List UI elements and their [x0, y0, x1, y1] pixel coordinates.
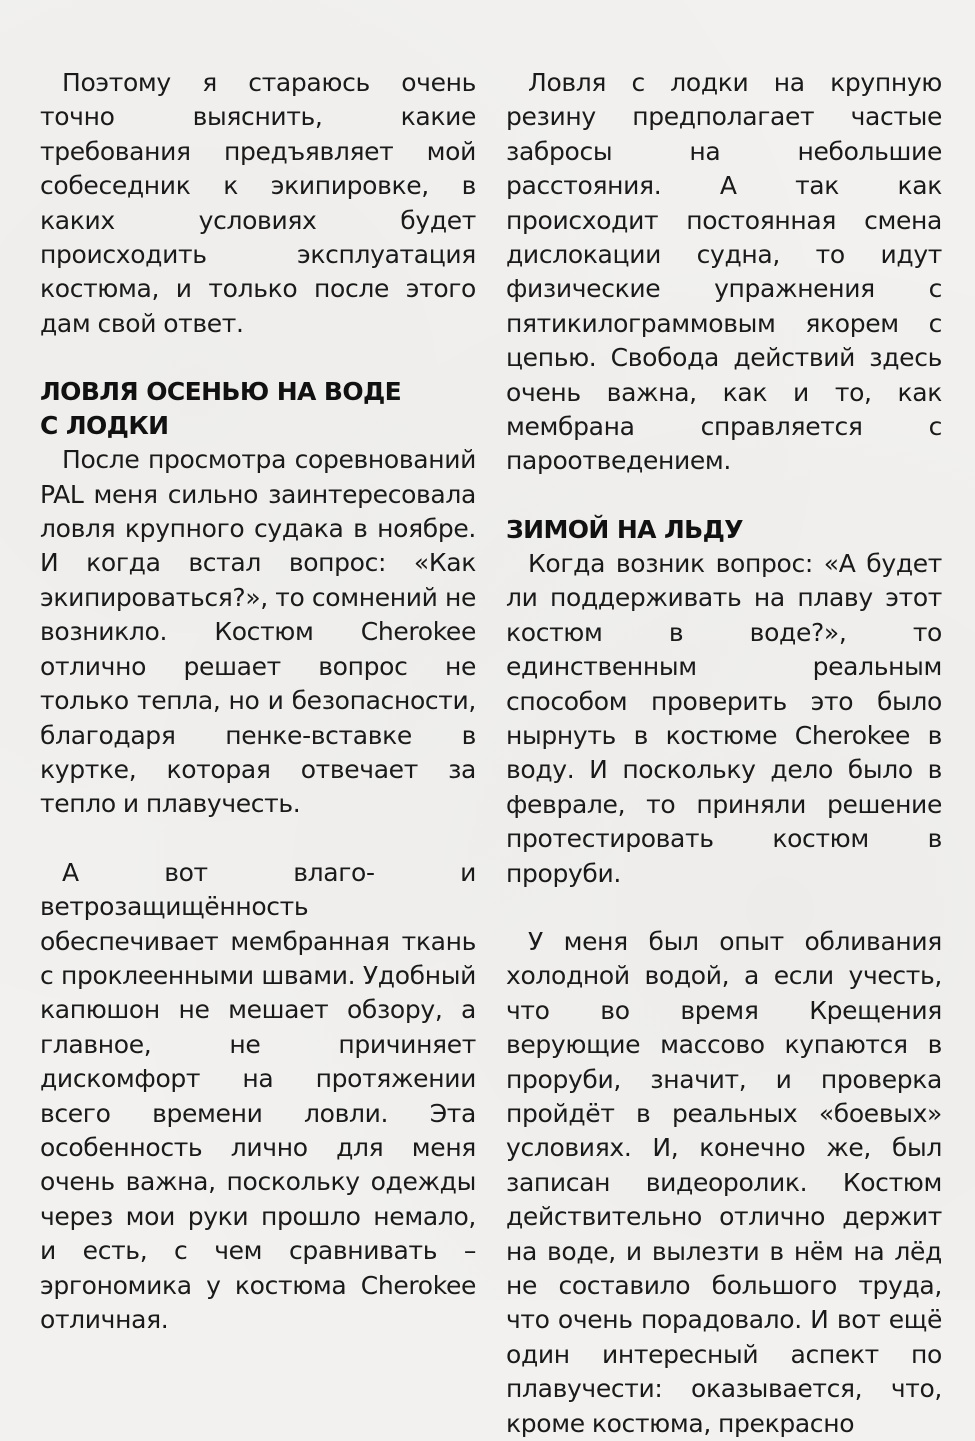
- section-heading-winter: ЗИМОЙ НА ЛЬДУ: [506, 514, 743, 544]
- paragraph-intro: Поэтому я стараюсь очень точно выяснить, какие требования предъявляет мой собеседник к экипировке, в каких условиях будет происходить эксплуатация костюма, и только после этого дам свой ответ.: [40, 68, 476, 338]
- right-column: [506, 66, 942, 1441]
- left-column: [40, 66, 476, 1337]
- heading-line-2: С ЛОДКИ: [40, 411, 169, 441]
- paragraph-membrane: А вот влаго- и ветрозащищённость обеспечивает мембранная ткань с проклеенными швами. Удобный капюшон не мешает обзору, а главное, не причиняет дискомфорт на протяжении всего времени ловли. Эта особенность лично для меня очень важна, поскольку одежды через мои руки прошло немало, и есть, с чем сравнивать – эргономика у костюма Cherokee отличная.: [40, 857, 476, 1334]
- section-heading-autumn: [40, 375, 476, 443]
- paragraph-float-test: Когда возник вопрос: «А будет ли поддерживать на плаву этот костюм в воде?», то единственным реальным способом проверить это было нырнуть в костюме Cherokee в воду. И поскольку дело было в феврале, то приняли решение протестировать костюм в проруби.: [506, 548, 942, 888]
- heading-line-1: ЛОВЛЯ ОСЕНЬЮ НА ВОДЕ: [40, 377, 402, 407]
- paragraph-boat-fishing: Ловля с лодки на крупную резину предполагает частые забросы на небольшие расстояния. А так как происходит постоянная смена дислокации судна, то идут физические упражнения с пятикилограммовым якорем с цепью. Свобода действий здесь очень важна, как и то, как мембрана справляется с пароотведением.: [506, 68, 942, 476]
- paragraph-pal: После просмотра соревнований PAL меня сильно заинтересовала ловля крупного судака в ноябре. И когда встал вопрос: «Как экипироваться?», то сомнений не возникло. Костюм Cherokee отлично решает вопрос не только тепла, но и безопасности, благодаря пенке-вставке в куртке, которая отвечает за тепло и плавучесть.: [40, 445, 476, 819]
- paragraph-ice-experience: У меня был опыт обливания холодной водой, а если учесть, что во время Крещения верующие массово купаются в проруби, значит, и проверка пройдёт в реальных «боевых» условиях. И, конечно же, был записан видеоролик. Костюм действительно отлично держит на воде, и вылезти в нём на лёд не составило большого труда, что очень порадовало. И вот ещё один интересный аспект по плавучести: оказывается, что, кроме костюма, прекрасно: [506, 926, 942, 1438]
